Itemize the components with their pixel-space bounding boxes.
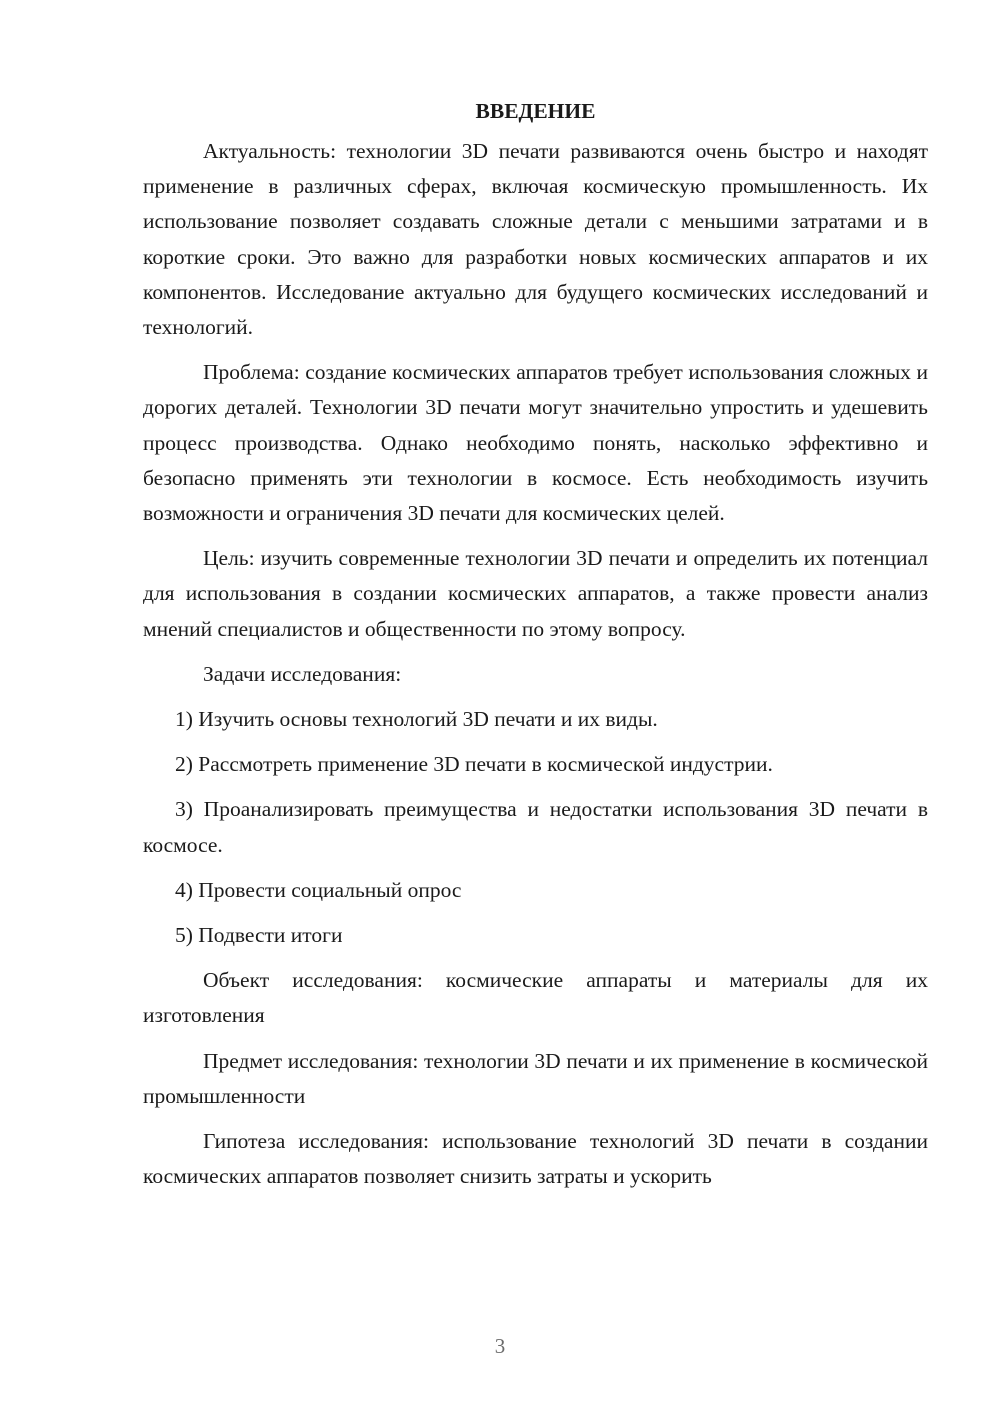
paragraph-problem: Проблема: создание космических аппаратов требует использования сложных и дорогих деталей. Технологии 3D печати могут значительно упростить и удешевить процесс производства. Однако необходимо понять, насколько эффективно и безопасно применять эти технологии в космосе. Есть необходимость изучить возможности и ограничения 3D печати для космических целей. <box>143 360 928 526</box>
paragraph-hypothesis: Гипотеза исследования: использование технологий 3D печати в создании космических аппаратов позволяет снизить затраты и ускорить <box>143 1129 928 1189</box>
paragraph-tasks-heading: Задачи исследования: <box>203 661 402 686</box>
list-item: 4) Провести социальный опрос <box>175 877 462 902</box>
document-page <box>143 96 928 1204</box>
list-item: 2) Рассмотреть применение 3D печати в космической индустрии. <box>175 752 773 777</box>
page-number: 3 <box>494 1334 506 1358</box>
section-title: ВВЕДЕНИЕ <box>475 99 596 123</box>
paragraph-relevance: Актуальность: технологии 3D печати развиваются очень быстро и находят применение в различных сферах, включая космическую промышленность. Их использование позволяет создавать сложные детали с меньшими затратами и в короткие сроки. Это важно для разработки новых космических аппаратов и их компонентов. Исследование актуально для будущего космических исследований и технологий. <box>143 139 928 340</box>
list-item: 5) Подвести итоги <box>175 923 343 948</box>
list-item: 1) Изучить основы технологий 3D печати и их виды. <box>175 707 658 732</box>
paragraph-subject: Предмет исследования: технологии 3D печати и их применение в космической промышленности <box>143 1048 928 1108</box>
paragraph-goal: Цель: изучить современные технологии 3D печати и определить их потенциал для использования в создании космических аппаратов, а также провести анализ мнений специалистов и общественности по этому вопросу. <box>143 546 928 641</box>
list-item: 3) Проанализировать преимущества и недостатки использования 3D печати в космосе. <box>143 797 928 857</box>
paragraph-object: Объект исследования: космические аппараты и материалы для их изготовления <box>143 968 928 1028</box>
